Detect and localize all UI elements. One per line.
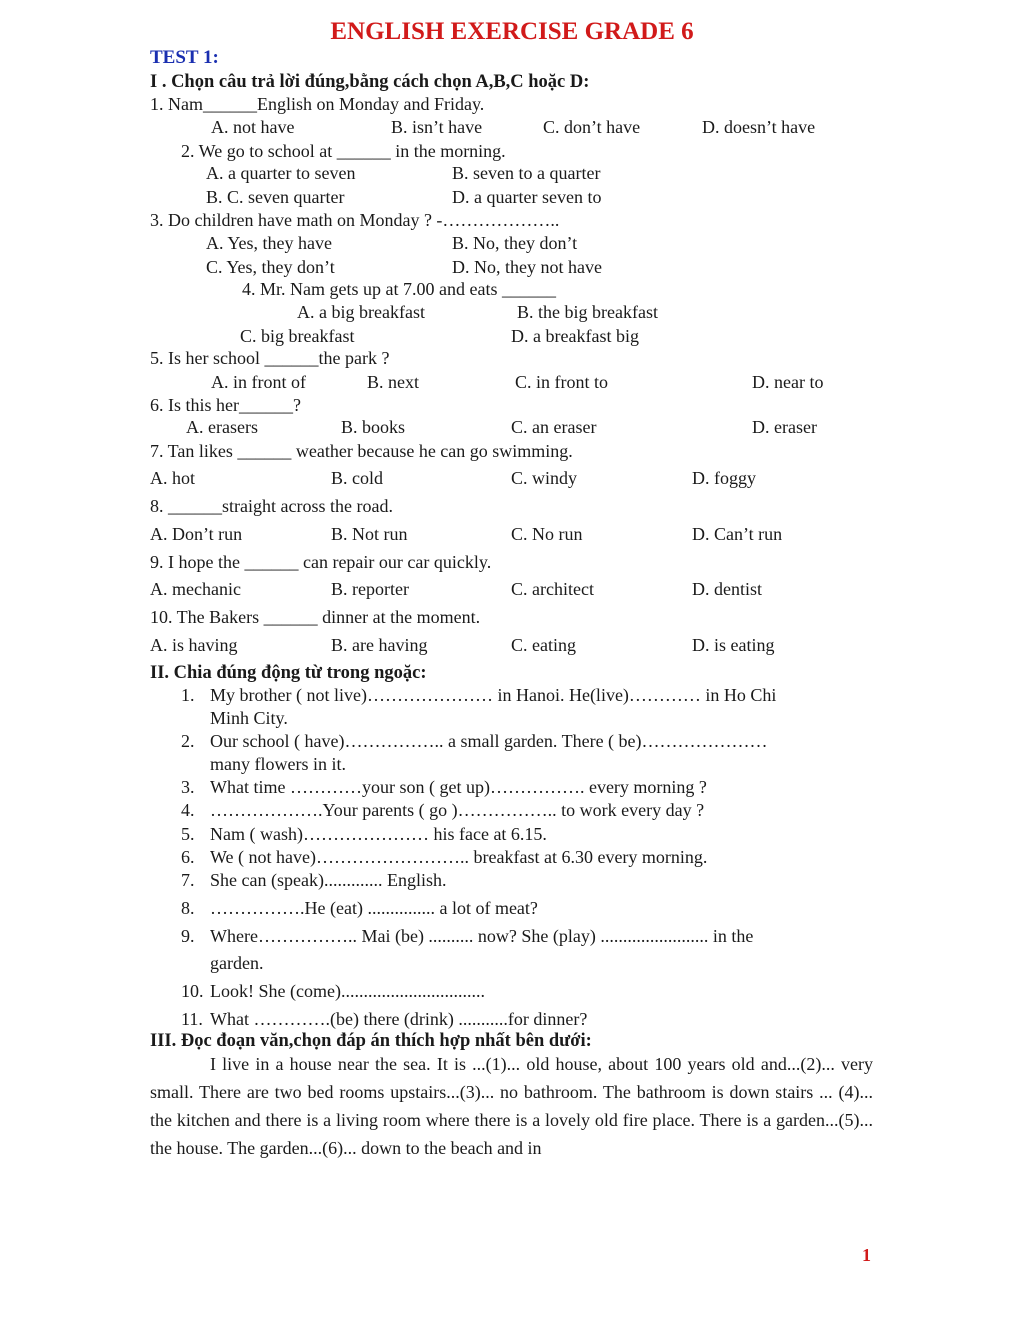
verb-item-2-text: Our school ( have)…………….. a small garden. There ( be)………………… bbox=[210, 731, 768, 751]
question-8-option-a: A. Don’t run bbox=[150, 524, 243, 544]
question-2-option-b: B. seven to a quarter bbox=[452, 163, 601, 183]
verb-item-4-number: 4. bbox=[181, 800, 195, 820]
question-5-stem: 5. Is her school ______the park ? bbox=[150, 348, 390, 368]
question-4-stem: 4. Mr. Nam gets up at 7.00 and eats ______ bbox=[242, 279, 556, 299]
question-8-option-b: B. Not run bbox=[331, 524, 408, 544]
verb-item-1-text-cont: Minh City. bbox=[210, 708, 288, 728]
question-2-stem: 2. We go to school at ______ in the morning. bbox=[181, 141, 506, 161]
question-1-option-b: B. isn’t have bbox=[391, 117, 483, 137]
verb-item-7-text: She can (speak)............. English. bbox=[210, 870, 447, 890]
question-3-option-c: C. Yes, they don’t bbox=[206, 257, 335, 277]
question-6-option-d: D. eraser bbox=[752, 417, 817, 437]
section-3-heading: III. Đọc đoạn văn,chọn đáp án thích hợp nhất bên dưới: bbox=[150, 1031, 592, 1051]
question-9-option-b: B. reporter bbox=[331, 579, 409, 599]
question-6-option-b: B. books bbox=[341, 417, 406, 437]
page-title: ENGLISH EXERCISE GRADE 6 bbox=[330, 18, 694, 45]
verb-item-11-number: 11. bbox=[181, 1009, 203, 1029]
question-5-option-b: B. next bbox=[367, 372, 419, 392]
question-5-option-d: D. near to bbox=[752, 372, 824, 392]
question-9-stem: 9. I hope the ______ can repair our car quickly. bbox=[150, 552, 492, 572]
question-4-option-a: A. a big breakfast bbox=[297, 302, 425, 322]
question-3-option-d: D. No, they not have bbox=[452, 257, 602, 277]
verb-item-6-number: 6. bbox=[181, 847, 195, 867]
verb-item-8-number: 8. bbox=[181, 898, 195, 918]
verb-item-11-text: What ………….(be) there (drink) ...........for dinner? bbox=[210, 1009, 588, 1029]
question-9-option-c: C. architect bbox=[511, 579, 594, 599]
question-10-option-d: D. is eating bbox=[692, 635, 775, 655]
question-7-option-b: B. cold bbox=[331, 468, 383, 488]
verb-item-1-text: My brother ( not live)………………… in Hanoi. He(live)………… in Ho Chi bbox=[210, 685, 777, 705]
verb-item-2-number: 2. bbox=[181, 731, 195, 751]
verb-item-3-number: 3. bbox=[181, 777, 195, 797]
question-6-option-c: C. an eraser bbox=[511, 417, 597, 437]
reading-passage: I live in a house near the sea. It is ...(1)... old house, about 100 years old and...(2)... very small. There are two bed rooms upstairs...(3)... no bathroom. The bathroom is down stairs ... (4)... the kitchen and there is a living room where there is a lovely old fire place. There is a garden...(5)... the house. The garden...(6)... down to the beach and in bbox=[150, 1054, 873, 1158]
verb-item-5-number: 5. bbox=[181, 824, 195, 844]
section-2-heading: II. Chia đúng động từ trong ngoặc: bbox=[150, 663, 427, 683]
verb-item-4-text: ……………….Your parents ( go )…………….. to work every day ? bbox=[210, 800, 705, 820]
question-1-stem: 1. Nam______English on Monday and Friday. bbox=[150, 94, 485, 114]
page-number: 1 bbox=[862, 1245, 871, 1265]
question-8-option-d: D. Can’t run bbox=[692, 524, 783, 544]
question-5-option-a: A. in front of bbox=[211, 372, 306, 392]
test-label: TEST 1: bbox=[150, 47, 219, 68]
verb-item-3-text: What time …………your son ( get up)……………. every morning ? bbox=[210, 777, 707, 797]
question-1-option-c: C. don’t have bbox=[543, 117, 641, 137]
verb-item-9-number: 9. bbox=[181, 926, 195, 946]
verb-item-10-text: Look! She (come)................................ bbox=[210, 981, 485, 1001]
question-2-option-a: A. a quarter to seven bbox=[206, 163, 356, 183]
verb-item-6-text: We ( not have)…………………….. breakfast at 6.30 every morning. bbox=[210, 847, 708, 867]
verb-item-5-text: Nam ( wash)………………… his face at 6.15. bbox=[210, 824, 547, 844]
question-3-option-a: A. Yes, they have bbox=[206, 233, 332, 253]
verb-item-2-text-cont: many flowers in it. bbox=[210, 754, 346, 774]
question-7-option-d: D. foggy bbox=[692, 468, 756, 488]
question-4-option-b: B. the big breakfast bbox=[517, 302, 658, 322]
question-8-stem: 8. ______straight across the road. bbox=[150, 496, 393, 516]
question-7-option-a: A. hot bbox=[150, 468, 195, 488]
question-3-option-b: B. No, they don’t bbox=[452, 233, 578, 253]
verb-item-10-number: 10. bbox=[181, 981, 204, 1001]
question-4-option-c: C. big breakfast bbox=[240, 326, 355, 346]
question-6-stem: 6. Is this her______? bbox=[150, 395, 301, 415]
verb-item-9-text: Where…………….. Mai (be) .......... now? She (play) ........................ in the bbox=[210, 926, 754, 946]
verb-item-1-number: 1. bbox=[181, 685, 195, 705]
question-2-option-d: D. a quarter seven to bbox=[452, 187, 602, 207]
question-10-option-c: C. eating bbox=[511, 635, 576, 655]
question-4-option-d: D. a breakfast big bbox=[511, 326, 639, 346]
question-7-stem: 7. Tan likes ______ weather because he can go swimming. bbox=[150, 441, 573, 461]
verb-item-8-text: …………….He (eat) ............... a lot of meat? bbox=[210, 898, 538, 918]
question-2-option-c: B. C. seven quarter bbox=[206, 187, 345, 207]
question-10-option-b: B. are having bbox=[331, 635, 428, 655]
question-9-option-d: D. dentist bbox=[692, 579, 762, 599]
section-1-heading: I . Chọn câu trả lời đúng,bằng cách chọn A,B,C hoặc D: bbox=[150, 72, 590, 92]
question-1-option-a: A. not have bbox=[211, 117, 295, 137]
question-7-option-c: C. windy bbox=[511, 468, 578, 488]
question-1-option-d: D. doesn’t have bbox=[702, 117, 816, 137]
question-9-option-a: A. mechanic bbox=[150, 579, 241, 599]
question-3-stem: 3. Do children have math on Monday ? -……………….. bbox=[150, 210, 560, 230]
question-5-option-c: C. in front to bbox=[515, 372, 608, 392]
verb-item-9-text-cont: garden. bbox=[210, 953, 264, 973]
verb-item-7-number: 7. bbox=[181, 870, 195, 890]
question-10-option-a: A. is having bbox=[150, 635, 238, 655]
question-10-stem: 10. The Bakers ______ dinner at the moment. bbox=[150, 607, 481, 627]
question-6-option-a: A. erasers bbox=[186, 417, 258, 437]
question-8-option-c: C. No run bbox=[511, 524, 583, 544]
